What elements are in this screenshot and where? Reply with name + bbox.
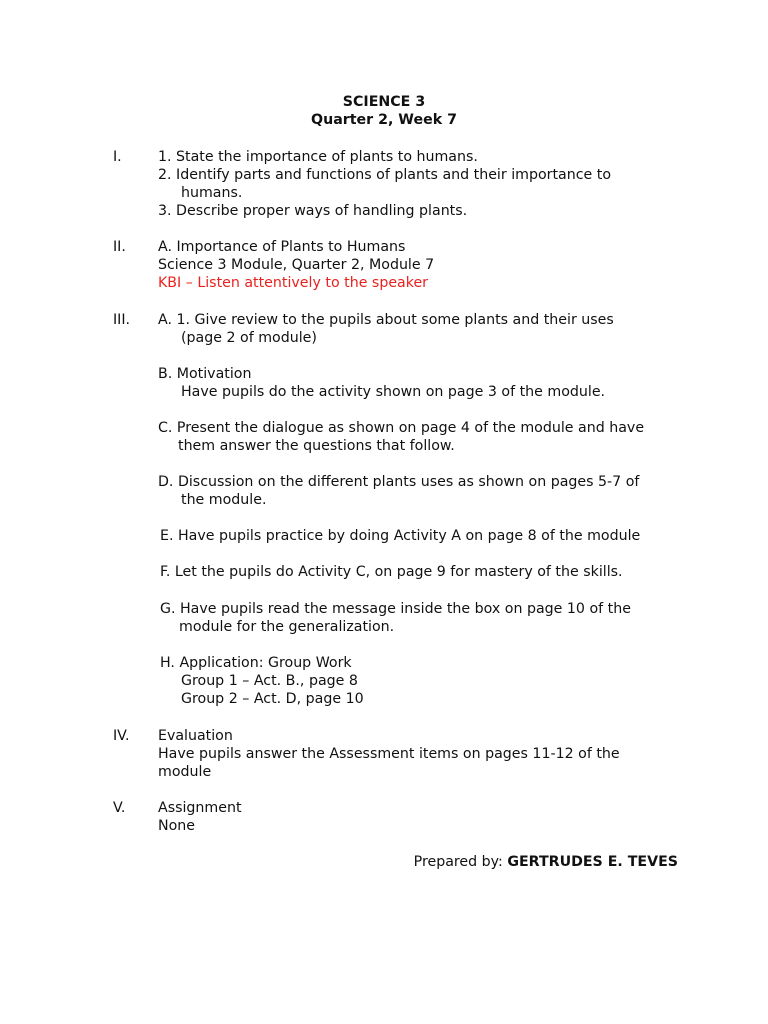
- procedure-h-group-2: Group 2 – Act. D, page 10: [181, 691, 364, 707]
- evaluation-text-cont: module: [158, 764, 212, 780]
- prepared-by: [414, 853, 678, 871]
- procedure-h: H. Application: Group Work: [160, 655, 352, 671]
- assignment-heading: Assignment: [158, 800, 242, 816]
- subject-matter-reference: Science 3 Module, Quarter 2, Module 7: [158, 257, 435, 273]
- objective-2: 2. Identify parts and functions of plants and their importance to: [158, 167, 612, 183]
- evaluation-heading: Evaluation: [158, 728, 233, 744]
- procedure-b-cont: Have pupils do the activity shown on page 3 of the module.: [181, 384, 606, 400]
- procedure-a: A. 1. Give review to the pupils about some plants and their uses: [158, 312, 614, 328]
- evaluation-text: Have pupils answer the Assessment items on pages 11-12 of the: [158, 746, 620, 762]
- section-1-numeral: I.: [113, 149, 122, 165]
- prepared-by-label: Prepared by:: [413, 854, 508, 870]
- kbi-text: KBI – Listen attentively to the speaker: [158, 275, 429, 291]
- document-subtitle: Quarter 2, Week 7: [311, 112, 457, 128]
- section-4-numeral: IV.: [113, 728, 130, 744]
- procedure-c-cont: them answer the questions that follow.: [178, 438, 455, 454]
- procedure-d-cont: the module.: [181, 492, 267, 508]
- document-title: SCIENCE 3: [342, 94, 426, 110]
- procedure-b: B. Motivation: [158, 366, 252, 382]
- procedure-e: E. Have pupils practice by doing Activity A on page 8 of the module: [160, 528, 641, 544]
- procedure-c: C. Present the dialogue as shown on page 4 of the module and have: [158, 420, 645, 436]
- objective-2-cont: humans.: [181, 185, 243, 201]
- section-3-numeral: III.: [113, 312, 131, 328]
- procedure-g: G. Have pupils read the message inside the box on page 10 of the: [160, 601, 631, 617]
- prepared-by-name: GERTRUDES E. TEVES: [507, 854, 678, 870]
- procedure-h-group-1: Group 1 – Act. B., page 8: [181, 673, 358, 689]
- procedure-a-cont: (page 2 of module): [181, 330, 317, 346]
- section-2-numeral: II.: [113, 239, 126, 255]
- procedure-d: D. Discussion on the different plants uses as shown on pages 5-7 of: [158, 474, 640, 490]
- assignment-text: None: [158, 818, 196, 834]
- objective-1: 1. State the importance of plants to humans.: [158, 149, 478, 165]
- section-5-numeral: V.: [113, 800, 126, 816]
- procedure-g-cont: module for the generalization.: [179, 619, 395, 635]
- subject-matter-topic: A. Importance of Plants to Humans: [158, 239, 406, 255]
- procedure-f: F. Let the pupils do Activity C, on page 9 for mastery of the skills.: [160, 564, 623, 580]
- objective-3: 3. Describe proper ways of handling plants.: [158, 203, 468, 219]
